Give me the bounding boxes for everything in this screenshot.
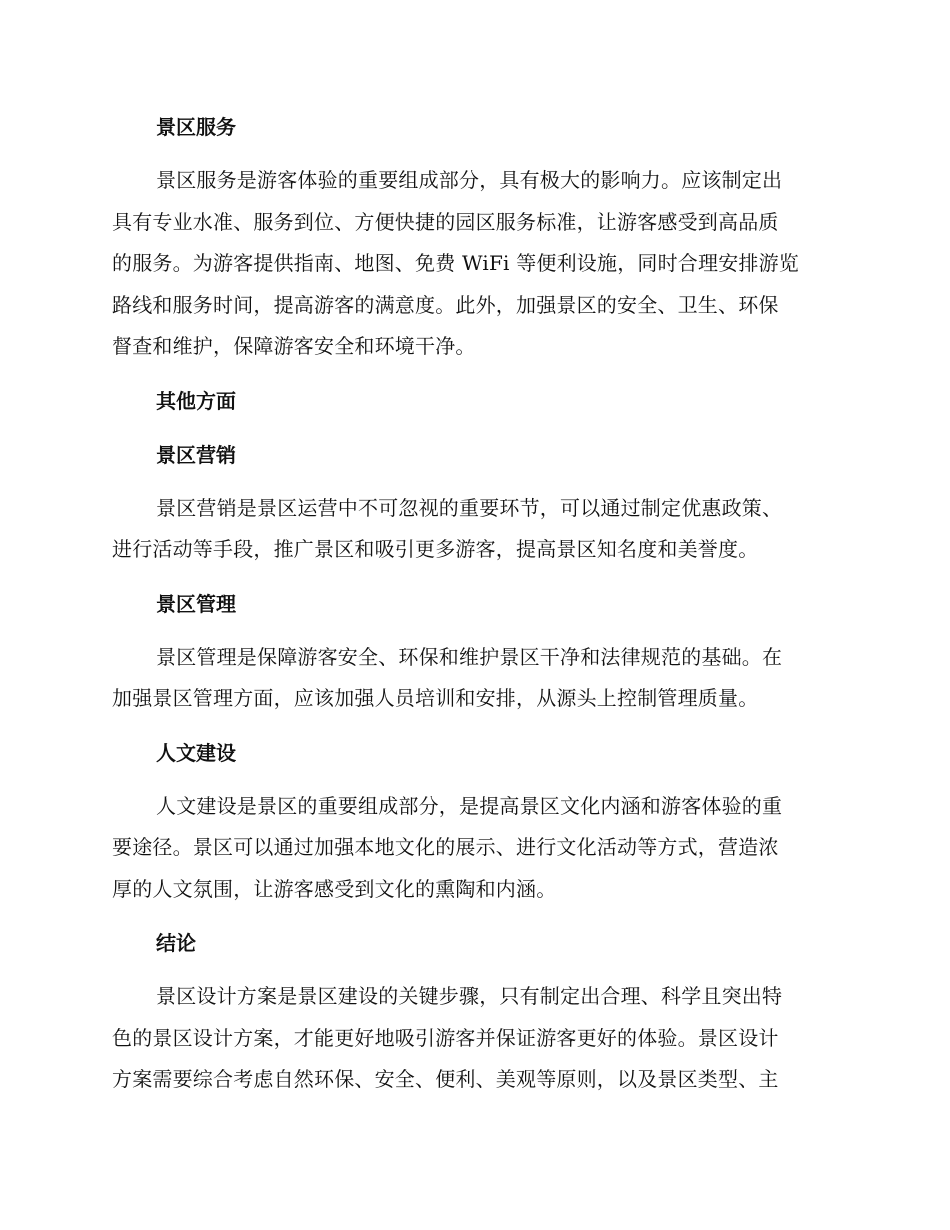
paragraph-line: 人文建设是景区的重要组成部分，是提高景区文化内涵和游客体验的重 (156, 793, 783, 818)
section-scenic-management (112, 583, 836, 720)
paragraph (112, 160, 836, 368)
paragraph (112, 786, 836, 911)
paragraph-line: 方案需要综合考虑自然环保、安全、便利、美观等原则，以及景区类型、主 (112, 1067, 779, 1091)
paragraph-line: 厚的人文氛围，让游客感受到文化的熏陶和内涵。 (112, 876, 557, 901)
section-heading: 景区营销 (156, 442, 236, 467)
section-heading: 其他方面 (156, 388, 236, 413)
paragraph (112, 488, 836, 571)
paragraph-line: 具有专业水准、服务到位、方便快捷的园区服务标准，让游客感受到高品质 (112, 209, 779, 234)
section-scenic-marketing (112, 434, 836, 571)
paragraph-line: 景区营销是景区运营中不可忽视的重要环节，可以通过制定优惠政策、 (156, 495, 783, 520)
section-scenic-service (112, 106, 836, 368)
section-cultural-construction (112, 732, 836, 911)
paragraph-line: 景区管理是保障游客安全、环保和维护景区干净和法律规范的基础。在 (156, 644, 783, 669)
paragraph-line: 加强景区管理方面，应该加强人员培训和安排，从源头上控制管理质量。 (112, 686, 759, 710)
paragraph-line: 景区设计方案是景区建设的关键步骤，只有制定出合理、科学且突出特 (156, 984, 783, 1008)
section-heading: 结论 (156, 931, 196, 955)
section-conclusion (112, 922, 836, 1101)
paragraph-line: 督查和维护，保障游客安全和环境干净。 (112, 334, 476, 358)
paragraph (112, 637, 836, 720)
paragraph-line: 景区服务是游客体验的重要组成部分，具有极大的影响力。应该制定出 (156, 168, 783, 192)
paragraph-line: 要途径。景区可以通过加强本地文化的展示、进行文化活动等方式，营造浓 (112, 835, 779, 859)
paragraph (112, 976, 836, 1101)
paragraph-line: 色的景区设计方案，才能更好地吸引游客并保证游客更好的体验。景区设计 (112, 1025, 779, 1050)
paragraph-line: 的服务。为游客提供指南、地图、免费 WiFi 等便利设施，同时合理安排游览 (112, 251, 799, 275)
paragraph-line: 进行活动等手段，推广景区和吸引更多游客，提高景区知名度和美誉度。 (112, 537, 759, 561)
section-heading: 景区管理 (156, 591, 236, 616)
section-other-aspects (112, 380, 836, 422)
section-heading: 景区服务 (156, 115, 236, 139)
document-page (112, 106, 836, 1113)
paragraph-line: 路线和服务时间，提高游客的满意度。此外，加强景区的安全、卫生、环保 (112, 292, 779, 317)
section-heading: 人文建设 (156, 740, 236, 765)
